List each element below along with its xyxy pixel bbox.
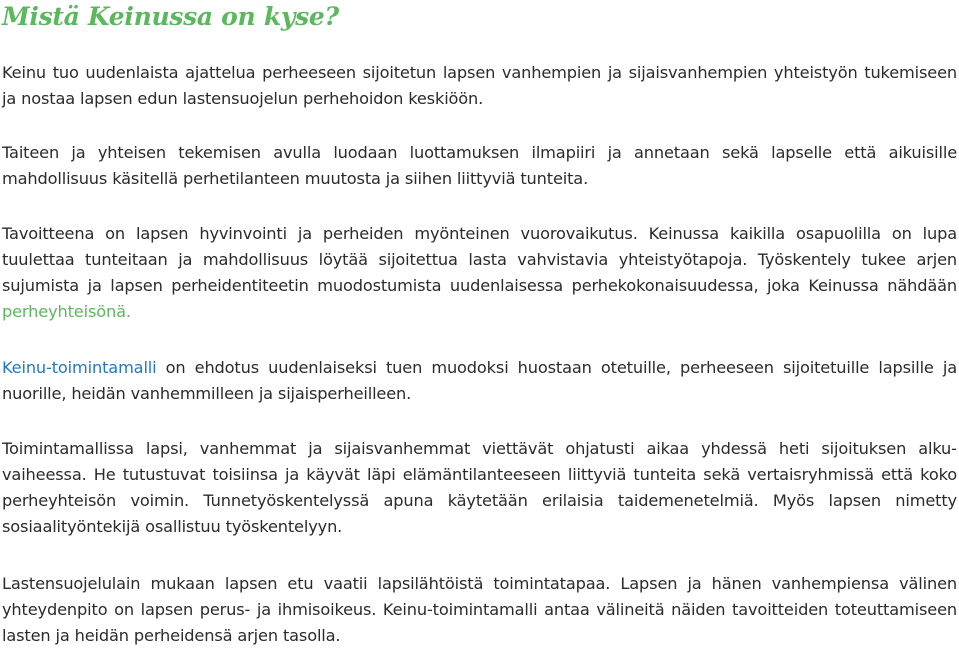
paragraph-intro [2, 60, 957, 112]
paragraph-practice-text: Toimintamallissa lapsi, vanhemmat ja sijaisvanhemmat viettävät ohjatusti aikaa yhdessä heti sijoituksen alkuvaiheessa. He tutustuvat toisiinsa ja käyvät läpi elämäntilanteeseen liittyviä tunteita sekä vertaisryhmissä että koko perheyhteisön voimin. Tunnetyöskentelyssä apuna käytetään erilaisia taidemenetelmiä. Myös lapsen nimetty sosiaalityöntekijä osallistuu työskentelyyn. [2, 439, 957, 536]
page-title: Mistä Keinussa on kyse? [2, 2, 339, 31]
paragraph-model [2, 355, 957, 407]
paragraph-art [2, 140, 957, 192]
paragraph-model-text: on ehdotus uudenlaiseksi tuen muodoksi huostaan otetuille, perheeseen sijoitetuille lapsille ja nuorille, heidän vanhemmilleen ja sijaisperheilleen. [2, 358, 957, 403]
paragraph-law-text: Lastensuojelulain mukaan lapsen etu vaatii lapsilähtöistä toimintatapaa. Lapsen ja hänen vanhempiensa välinen yhteydenpito on lapsen perus- ja ihmisoikeus. Keinu-toimintamalli antaa välineitä näiden tavoitteiden toteuttamiseen lasten ja heidän perheidensä arjen tasolla. [2, 574, 957, 645]
keinu-toimintamalli-highlight: Keinu-toimintamalli [2, 358, 157, 377]
paragraph-law [2, 571, 957, 649]
paragraph-intro-text: Keinu tuo uudenlaista ajattelua perheeseen sijoitetun lapsen vanhempien ja sijaisvanhempien yhteistyön tukemiseen ja nostaa lapsen edun lastensuojelun perhehoidon keskiöön. [2, 63, 957, 108]
paragraph-goal-text: Tavoitteena on lapsen hyvinvointi ja perheiden myönteinen vuorovaikutus. Keinussa kaikilla osapuolilla on lupa tuulettaa tunteitaan ja mahdollisuus löytää sijoitettua lasta vahvistavia yhteistyötapoja. Työskentely tukee arjen sujumista ja lapsen perheidentiteetin muodostumista uudenlaisessa perhekokonaisuudessa, joka Keinussa nähdään [2, 224, 957, 295]
paragraph-practice [2, 436, 957, 540]
paragraph-goal [2, 221, 957, 325]
paragraph-art-text: Taiteen ja yhteisen tekemisen avulla luodaan luottamuksen ilmapiiri ja annetaan sekä lapselle että aikuisille mahdollisuus käsitellä perhetilanteen muutosta ja siihen liittyviä tunteita. [2, 143, 957, 188]
perheyhteiso-highlight: perheyhteisönä. [2, 302, 131, 321]
